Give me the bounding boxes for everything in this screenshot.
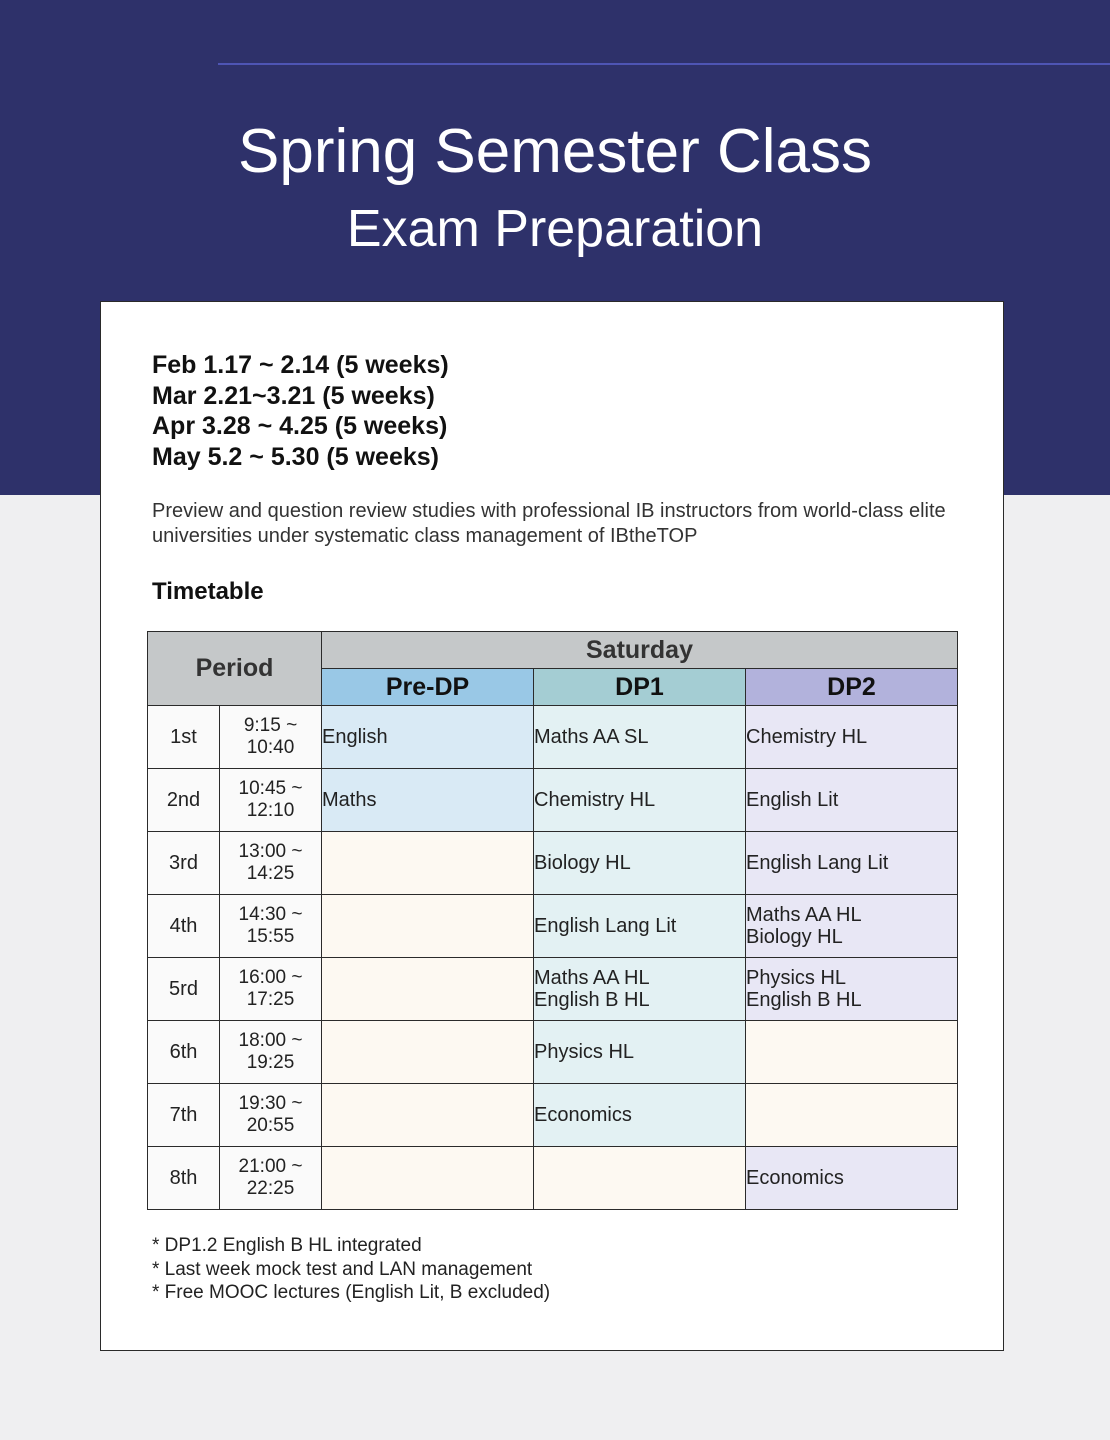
subject-label: English Lang Lit [746, 852, 889, 874]
subject-label: Physics HL [534, 1041, 635, 1063]
class-cell-pre-dp [322, 832, 534, 895]
class-cell-dp2 [746, 895, 958, 958]
content-card [100, 301, 1004, 1351]
subject-label: Chemistry HL [746, 726, 868, 748]
subject-label: Maths AA HL [534, 967, 650, 989]
period-number: 2nd [148, 769, 220, 832]
period-time [220, 1147, 322, 1210]
period-time-end: 17:25 [246, 989, 295, 1010]
period-time-start: 16:00 ~ [238, 967, 303, 988]
class-cell-dp2 [746, 1021, 958, 1084]
class-cell-dp2 [746, 958, 958, 1021]
timetable-heading: Timetable [152, 578, 264, 605]
period-time [220, 1084, 322, 1147]
period-time [220, 1021, 322, 1084]
period-number: 7th [148, 1084, 220, 1147]
period-time [220, 895, 322, 958]
subject-label: Biology HL [746, 926, 843, 948]
subject-label: Economics [746, 1167, 844, 1189]
timetable-row [148, 1021, 958, 1084]
period-time-end: 19:25 [246, 1052, 295, 1073]
class-cell-pre-dp [322, 1084, 534, 1147]
period-number: 1st [148, 706, 220, 769]
class-cell-dp1 [534, 1147, 746, 1210]
period-time [220, 769, 322, 832]
footnote: * Free MOOC lectures (English Lit, B excluded) [152, 1282, 551, 1303]
period-time-start: 18:00 ~ [238, 1030, 303, 1051]
period-time-end: 20:55 [246, 1115, 295, 1136]
header-divider-line [218, 63, 1110, 65]
period-time-end: 12:10 [246, 800, 295, 821]
class-cell-pre-dp [322, 706, 534, 769]
timetable-body [148, 706, 958, 1210]
subject-label: English Lang Lit [534, 915, 677, 937]
period-time-end: 14:25 [246, 863, 295, 884]
period-time-start: 14:30 ~ [238, 904, 303, 925]
class-cell-pre-dp [322, 769, 534, 832]
subject-label: Chemistry HL [534, 789, 656, 811]
subject-label: English B HL [746, 989, 862, 1011]
class-cell-dp1 [534, 1084, 746, 1147]
subject-label: Biology HL [534, 852, 631, 874]
program-description: Preview and question review studies with professional IB instructors from world-class elite universities under systematic class management of IBtheTOP [152, 500, 946, 547]
footnotes [152, 1234, 550, 1305]
period-time [220, 706, 322, 769]
period-time-end: 15:55 [246, 926, 295, 947]
grade-header-dp1: DP1 [534, 669, 746, 706]
schedule-date-apr: Apr 3.28 ~ 4.25 (5 weeks) [152, 412, 448, 440]
subject-label: Maths AA SL [534, 726, 649, 748]
class-cell-pre-dp [322, 895, 534, 958]
class-cell-pre-dp [322, 958, 534, 1021]
subject-label: English [322, 726, 388, 748]
schedule-date-mar: Mar 2.21~3.21 (5 weeks) [152, 381, 435, 410]
period-time-start: 19:30 ~ [238, 1093, 303, 1114]
class-cell-dp2 [746, 832, 958, 895]
class-cell-dp1 [534, 895, 746, 958]
schedule-dates [152, 350, 449, 472]
subject-label: English Lit [746, 789, 839, 811]
period-number: 8th [148, 1147, 220, 1210]
period-number: 6th [148, 1021, 220, 1084]
timetable-row [148, 895, 958, 958]
grade-header-pre-dp: Pre-DP [322, 669, 534, 706]
grade-header-dp2: DP2 [746, 669, 958, 706]
period-time [220, 958, 322, 1021]
footnote: * DP1.2 English B HL integrated [152, 1235, 422, 1256]
period-number: 5rd [148, 958, 220, 1021]
period-time [220, 832, 322, 895]
class-cell-dp2 [746, 1147, 958, 1210]
subject-label: Maths [322, 789, 377, 811]
schedule-date-may: May 5.2 ~ 5.30 (5 weeks) [152, 442, 439, 471]
timetable-row [148, 832, 958, 895]
timetable-row [148, 1084, 958, 1147]
period-time-end: 22:25 [246, 1178, 295, 1199]
period-time-end: 10:40 [246, 737, 295, 758]
page-title: Spring Semester Class [237, 117, 873, 186]
timetable-row [148, 958, 958, 1021]
period-time-start: 13:00 ~ [238, 841, 303, 862]
class-cell-dp2 [746, 769, 958, 832]
class-cell-dp1 [534, 958, 746, 1021]
timetable-row [148, 1147, 958, 1210]
class-cell-dp2 [746, 706, 958, 769]
period-time-start: 9:15 ~ [243, 715, 298, 736]
class-cell-pre-dp [322, 1147, 534, 1210]
class-cell-dp1 [534, 769, 746, 832]
page-subtitle: Exam Preparation [346, 200, 764, 258]
period-number: 4th [148, 895, 220, 958]
class-cell-dp1 [534, 1021, 746, 1084]
class-cell-pre-dp [322, 1021, 534, 1084]
class-cell-dp1 [534, 706, 746, 769]
subject-label: English B HL [534, 989, 650, 1011]
subject-label: Maths AA HL [746, 904, 862, 926]
subject-label: Economics [534, 1104, 632, 1126]
schedule-date-feb: Feb 1.17 ~ 2.14 (5 weeks) [152, 351, 449, 379]
subject-label: Physics HL [746, 967, 847, 989]
timetable-row [148, 769, 958, 832]
period-number: 3rd [148, 832, 220, 895]
day-header-saturday: Saturday [322, 632, 958, 669]
period-header: Period [148, 632, 322, 706]
class-cell-dp1 [534, 832, 746, 895]
timetable [147, 631, 958, 1210]
period-time-start: 21:00 ~ [238, 1156, 303, 1177]
class-cell-dp2 [746, 1084, 958, 1147]
timetable-row [148, 706, 958, 769]
period-time-start: 10:45 ~ [238, 778, 303, 799]
footnote: * Last week mock test and LAN management [152, 1258, 533, 1280]
